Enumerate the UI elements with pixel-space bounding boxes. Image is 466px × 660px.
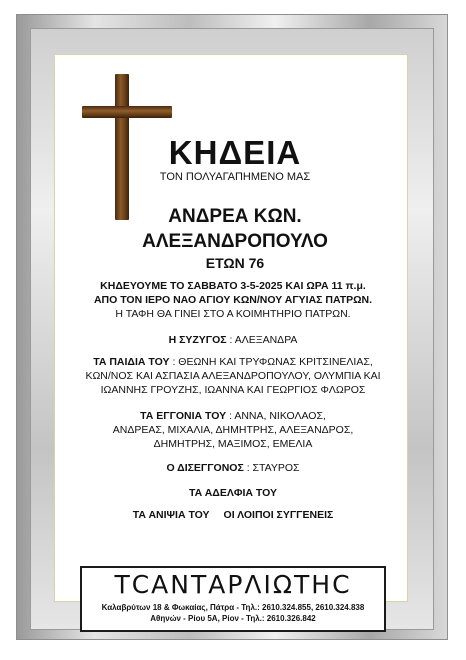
- children-line-1: [0, 356, 466, 368]
- children-line-3: ΙΩΑΝΝΗΣ ΓΡΟΥΖΗΣ, ΙΩΑΝΝΑ ΚΑΙ ΓΕΩΡΓΙΟΣ ΦΛΩΡΟΣ: [100, 384, 366, 396]
- announcement-line-1: ΚΗΔΕΥΟΥΜΕ ΤΟ ΣΑΒΒΑΤΟ 3-5-2025 ΚΑΙ ΩΡΑ 11 π.μ.: [100, 280, 366, 292]
- grandchildren-line-1: [0, 410, 466, 422]
- great-grandchild-value: : ΣΤΑΥΡΟΣ: [246, 462, 300, 474]
- cross-horizontal-beam: [82, 106, 172, 118]
- relatives-label: ΟΙ ΛΟΙΠΟΙ ΣΥΓΓΕΝΕΙΣ: [223, 509, 334, 521]
- siblings-line: ΤΑ ΑΔΕΛΦΙΑ ΤΟΥ: [188, 487, 278, 499]
- funeral-home-address-1: Καλαβρύτων 18 & Φωκαίας, Πάτρα - Τηλ.: 2610.324.855, 2610.324.838: [101, 603, 365, 612]
- nieces-relatives-line: [0, 509, 466, 521]
- funeral-home-banner: [80, 566, 386, 632]
- grandchildren-value-1: : ΑΝΝΑ, ΝΙΚΟΛΑΟΣ,: [229, 410, 326, 422]
- grandchildren-line-2: ΑΝΔΡΕΑΣ, ΜΙΧΑΛΙΑ, ΔΗΜΗΤΡΗΣ, ΑΛΕΞΑΝΔΡΟΣ,: [112, 424, 354, 436]
- funeral-home-logo: ΤCΑΝΤΑΡΛΙΩΤΗC: [114, 570, 352, 599]
- great-grandchild-line: [0, 462, 466, 474]
- announcement-line-2: ΑΠΟ ΤΟΝ ΙΕΡΟ ΝΑΟ ΑΓΙΟΥ ΚΩΝ/ΝΟΥ ΑΓΥΙΑΣ ΠΑΤΡΩΝ.: [93, 294, 373, 306]
- funeral-home-address-2: Αθηνών - Ρίου 5Α, Ρίον - Τηλ.: 2610.326.842: [150, 614, 316, 623]
- burial-line: Η ΤΑΦΗ ΘΑ ΓΙΝΕΙ ΣΤΟ Α ΚΟΙΜΗΤΗΡΙΟ ΠΑΤΡΩΝ.: [115, 308, 351, 320]
- grandchildren-label: ΤΑ ΕΓΓΟΝΙΑ ΤΟΥ: [140, 410, 227, 422]
- grandchildren-line-3: ΔΗΜΗΤΡΗΣ, ΜΑΞΙΜΟΣ, ΕΜΕΛΙΑ: [153, 438, 313, 450]
- children-line-2: ΚΩΝ/ΝΟΣ ΚΑΙ ΑΣΠΑΣΙΑ ΑΛΕΞΑΝΔΡΟΠΟΥΛΟΥ, ΟΛΥΜΠΙΑ ΚΑΙ: [85, 370, 381, 382]
- spouse-label: Η ΣΥΖΥΓΟΣ: [168, 334, 227, 346]
- children-value-1: : ΘΕΩΝΗ ΚΑΙ ΤΡΥΦΩΝΑΣ ΚΡΙΤΣΙΝΕΛΙΑΣ,: [172, 356, 373, 368]
- notice-subtitle: ΤΟΝ ΠΟΛΥΑΓΑΠΗΜΕΝΟ ΜΑΣ: [159, 171, 311, 183]
- great-grandchild-label: Ο ΔΙΣΕΓΓΟΝΟΣ: [166, 462, 244, 474]
- spouse-value: : ΑΛΕΞΑΝΔΡΑ: [229, 334, 298, 346]
- spouse-line: [0, 334, 466, 346]
- deceased-name-first: ΑΝΔΡΕΑ ΚΩΝ.: [168, 206, 302, 227]
- nieces-label: ΤΑ ΑΝΙΨΙΑ ΤΟΥ: [132, 509, 210, 521]
- notice-title: ΚΗΔΕΙΑ: [168, 134, 302, 171]
- deceased-age: ΕΤΩΝ 76: [205, 255, 265, 271]
- deceased-name-last: ΑΛΕΞΑΝΔΡΟΠΟΥΛΟ: [142, 231, 328, 252]
- children-label: ΤΑ ΠΑΙΔΙΑ ΤΟΥ: [93, 356, 170, 368]
